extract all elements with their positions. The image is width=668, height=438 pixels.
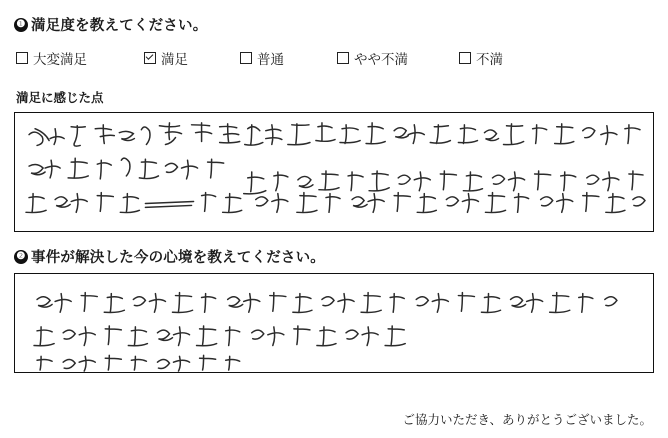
option-satisfied[interactable] [144,48,240,68]
handwriting-answer-1-line-2 [15,113,16,114]
option-label: 大変満足 [33,52,87,67]
checkbox-satisfied[interactable] [144,52,156,64]
checkbox-somewhat-dissatisfied[interactable] [337,52,349,64]
question-2-heading [14,246,654,267]
question-1-sublabel: 満足に感じた点 [16,91,104,105]
handwriting-answer-1 [15,113,653,231]
checkbox-very-satisfied[interactable] [16,52,28,64]
handwriting-answer-1-line-4 [15,113,16,114]
option-neutral[interactable] [240,48,337,68]
handwriting-answer-2-line-3 [15,274,16,275]
question-1-number: ❶ [14,18,28,32]
thank-you-note: ご協力いただき、ありがとうございました。 [402,413,652,427]
question-1-text: 満足度を教えてください。 [31,18,208,34]
question-2-answer-box[interactable] [14,273,654,373]
handwriting-answer-2-line-2 [15,274,16,275]
question-1-heading [14,14,654,35]
handwriting-answer-2-line-1 [15,274,16,275]
option-label: 満足 [161,52,188,67]
option-label: 不満 [476,52,503,67]
handwriting-answer-2 [15,274,653,372]
option-label: やや不満 [354,52,408,67]
handwriting-answer-1-line-1 [15,113,16,114]
checkbox-neutral[interactable] [240,52,252,64]
option-dissatisfied[interactable] [459,48,539,68]
question-1-options [14,48,654,68]
option-somewhat-dissatisfied[interactable] [337,48,459,68]
option-very-satisfied[interactable] [16,48,144,68]
question-2-text: 事件が解決した今の心境を教えてください。 [31,250,325,266]
checkbox-dissatisfied[interactable] [459,52,471,64]
question-1-answer-box[interactable] [14,112,654,232]
option-label: 普通 [257,52,284,67]
handwriting-answer-1-line-3 [15,113,16,114]
question-2-number: ❷ [14,250,28,264]
